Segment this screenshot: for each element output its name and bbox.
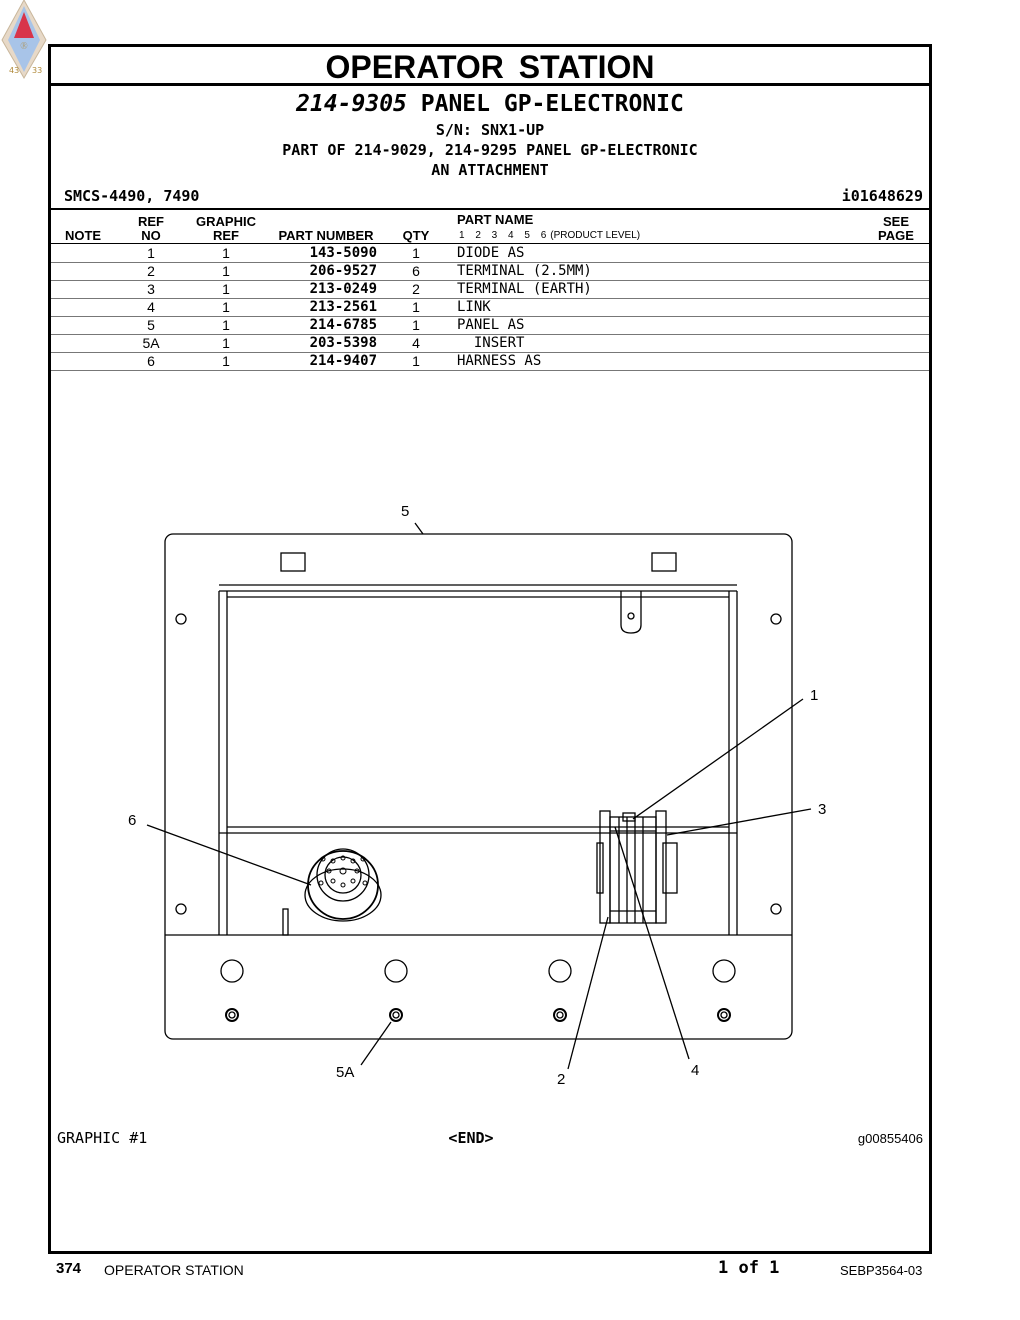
graphic-ref: 1 xyxy=(222,245,230,261)
ref-no: 6 xyxy=(147,353,155,369)
quantity: 1 xyxy=(412,299,420,315)
publisher-logo xyxy=(0,0,48,80)
quantity: 4 xyxy=(412,335,420,351)
table-row xyxy=(51,298,929,317)
quantity: 1 xyxy=(412,317,420,333)
graphic-number: g00855406 xyxy=(857,1131,923,1146)
part-description-heading: PANEL GP-ELECTRONIC xyxy=(420,91,684,117)
header-divider xyxy=(51,208,929,210)
graphic-ref: 1 xyxy=(222,263,230,279)
part-name: HARNESS AS xyxy=(457,353,542,369)
graphic-ref: 1 xyxy=(222,299,230,315)
parts-page-frame xyxy=(48,44,932,1254)
callout-3: 3 xyxy=(818,801,827,818)
leader-6 xyxy=(147,825,311,885)
table-row xyxy=(51,334,929,353)
panel-illustration xyxy=(111,503,931,1147)
part-number: 206-9527 xyxy=(309,263,377,279)
smcs-code: SMCS-4490, 7490 xyxy=(64,187,200,205)
insert-inner xyxy=(229,1012,235,1018)
side-hole xyxy=(176,904,186,914)
product-level-label: (PRODUCT LEVEL) xyxy=(550,230,641,241)
table-row xyxy=(51,280,929,299)
part-number: 214-6785 xyxy=(309,317,377,333)
part-number-heading: 214-9305 xyxy=(296,91,407,117)
sheet-count: 1 of 1 xyxy=(718,1258,780,1278)
connector-ring xyxy=(325,857,361,893)
graphic-ref: 1 xyxy=(222,317,230,333)
col-graphic-bottom: REF xyxy=(213,228,239,243)
col-note: NOTE xyxy=(64,228,102,243)
serial-number: S/N: SNX1-UP xyxy=(435,121,545,139)
quantity: 1 xyxy=(412,353,420,369)
part-of-line: PART OF 214-9029, 214-9295 PANEL GP-ELECTRONIC xyxy=(282,141,698,159)
top-slot-left xyxy=(281,553,305,571)
callout-2: 2 xyxy=(557,1071,566,1088)
insert xyxy=(718,1009,730,1021)
part-name: TERMINAL (2.5MM) xyxy=(457,263,592,279)
callout-5a: 5A xyxy=(336,1064,355,1081)
leader-5a xyxy=(361,1022,391,1065)
col-part-number: PART NUMBER xyxy=(278,228,374,243)
leader-1 xyxy=(633,699,803,819)
tab-hole xyxy=(628,613,634,619)
leader-3 xyxy=(667,809,811,835)
col-ref-top: REF xyxy=(138,214,164,229)
bottom-hole xyxy=(713,960,735,982)
logo-mark-text: Ⓡ xyxy=(20,42,28,50)
part-number: 214-9407 xyxy=(309,353,377,369)
logo-left-number: 43 xyxy=(9,66,20,75)
quantity: 2 xyxy=(412,281,420,297)
document-number: SEBP3564-03 xyxy=(840,1263,923,1278)
footer-section: OPERATOR STATION xyxy=(104,1262,244,1278)
table-row xyxy=(51,244,929,263)
callout-6: 6 xyxy=(128,812,137,829)
part-heading xyxy=(51,91,929,117)
page-number: 374 xyxy=(56,1260,82,1277)
col-see-top: SEE xyxy=(882,214,909,229)
col-ref-bottom: NO xyxy=(141,228,161,243)
graphic-ref: 1 xyxy=(222,335,230,351)
illustration-id: i01648629 xyxy=(841,187,923,205)
ref-no: 2 xyxy=(147,263,155,279)
part-number: 203-5398 xyxy=(309,335,377,351)
insert-inner xyxy=(721,1012,727,1018)
part-name: INSERT xyxy=(457,335,525,351)
insert xyxy=(554,1009,566,1021)
graphic-label: GRAPHIC #1 xyxy=(57,1129,148,1147)
panel-plate xyxy=(165,534,792,1039)
table-row xyxy=(51,316,929,335)
leader-5 xyxy=(415,523,423,534)
table-row xyxy=(51,352,929,371)
graphic-ref: 1 xyxy=(222,281,230,297)
attachment-line: AN ATTACHMENT xyxy=(431,161,549,179)
callout-1: 1 xyxy=(810,687,819,704)
graphic-ref: 1 xyxy=(222,353,230,369)
side-hole xyxy=(771,904,781,914)
part-name: LINK xyxy=(457,299,491,315)
post xyxy=(283,909,288,935)
bottom-hole xyxy=(221,960,243,982)
side-hole xyxy=(176,614,186,624)
ref-no: 4 xyxy=(147,299,155,315)
insert xyxy=(226,1009,238,1021)
side-hole xyxy=(771,614,781,624)
ref-no: 1 xyxy=(147,245,155,261)
col-qty: QTY xyxy=(402,228,430,243)
end-marker: <END> xyxy=(448,1129,494,1147)
callout-4: 4 xyxy=(691,1062,700,1079)
ref-no: 5A xyxy=(142,335,160,351)
bottom-hole xyxy=(549,960,571,982)
top-slot-right xyxy=(652,553,676,571)
part-number: 143-5090 xyxy=(309,245,377,261)
level-numbers: 1 2 3 4 5 6 xyxy=(459,230,547,241)
ref-no: 3 xyxy=(147,281,155,297)
page-title: OPERATOR STATION xyxy=(51,47,929,86)
quantity: 1 xyxy=(412,245,420,261)
ref-no: 5 xyxy=(147,317,155,333)
table-row xyxy=(51,262,929,281)
leader-4 xyxy=(615,827,689,1059)
part-name: DIODE AS xyxy=(457,245,525,261)
logo-right-number: 33 xyxy=(32,66,43,75)
part-number: 213-0249 xyxy=(309,281,377,297)
terminal-block xyxy=(597,811,677,923)
part-name: TERMINAL (EARTH) xyxy=(457,281,592,297)
leader-2 xyxy=(568,917,608,1069)
product-levels xyxy=(459,230,640,241)
part-name: PANEL AS xyxy=(457,317,525,333)
insert-inner xyxy=(393,1012,399,1018)
part-number: 213-2561 xyxy=(309,299,377,315)
insert-inner xyxy=(557,1012,563,1018)
harness-connector-base xyxy=(305,869,381,921)
col-part-name: PART NAME xyxy=(457,212,534,227)
callout-5: 5 xyxy=(401,503,410,520)
bottom-hole xyxy=(385,960,407,982)
insert xyxy=(390,1009,402,1021)
quantity: 6 xyxy=(412,263,420,279)
col-graphic-top: GRAPHIC xyxy=(196,214,256,229)
col-see-bottom: PAGE xyxy=(878,228,914,243)
